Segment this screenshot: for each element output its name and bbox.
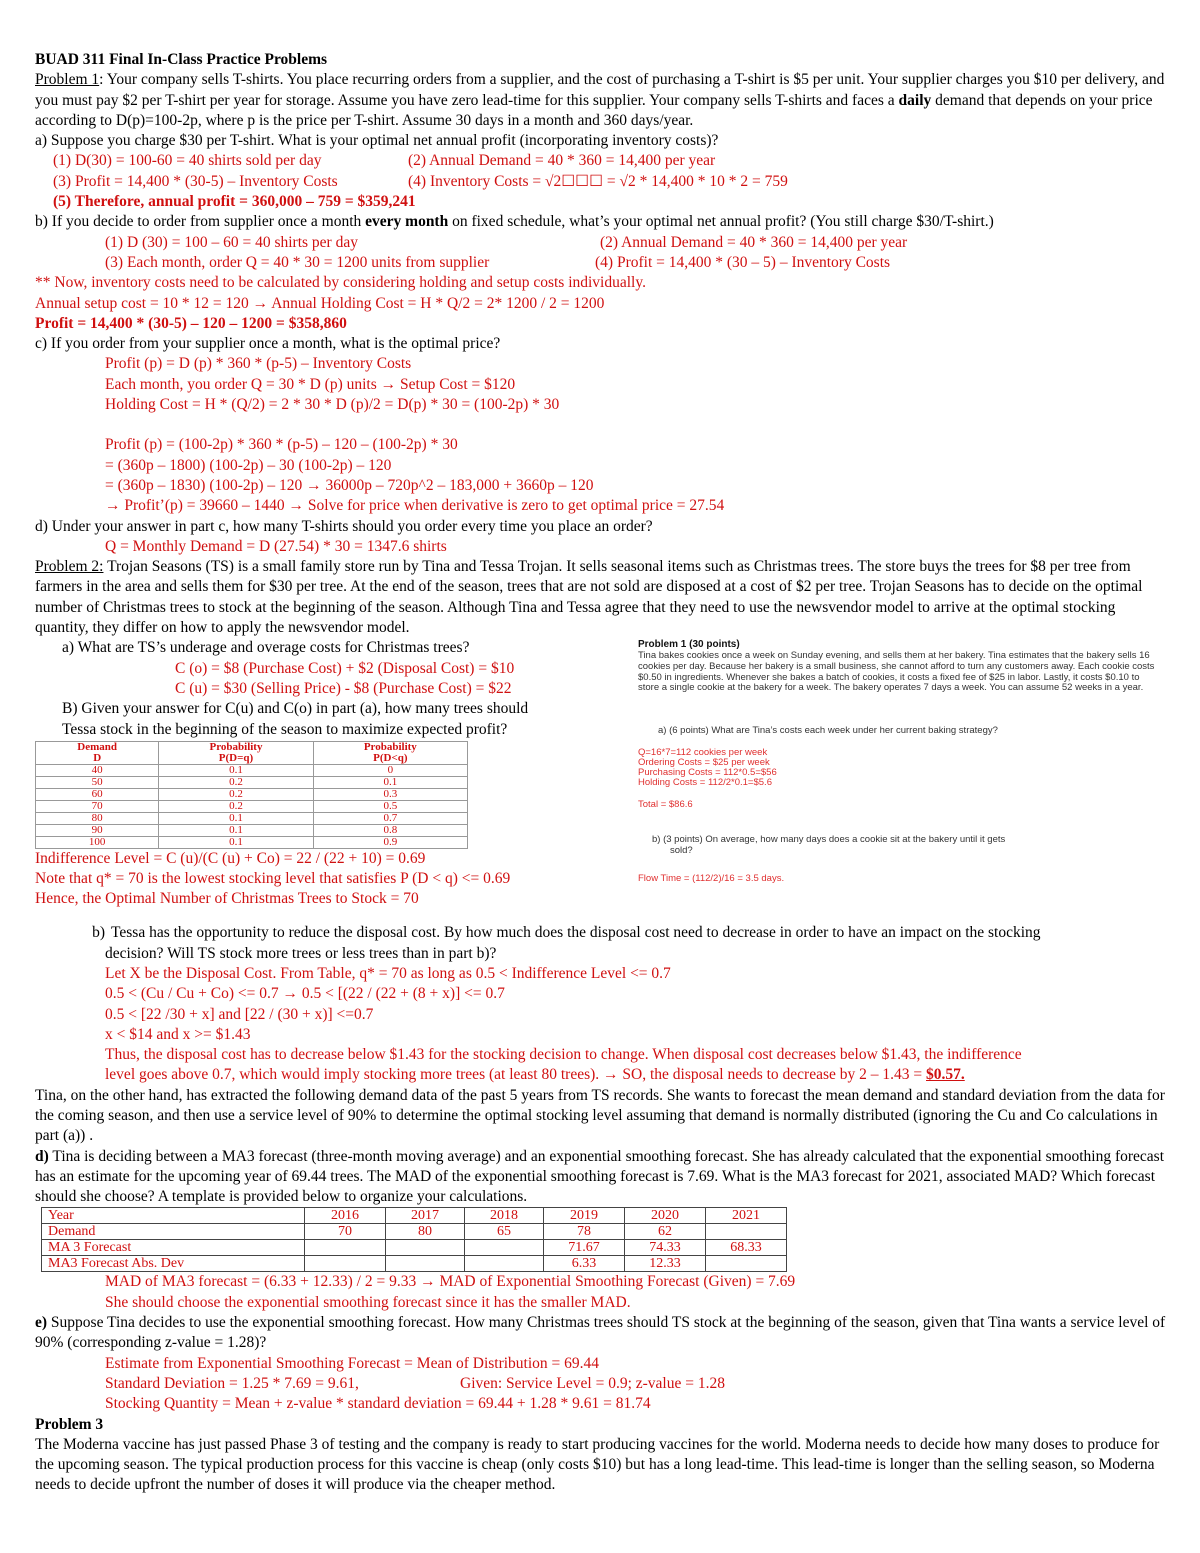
problem-1-heading: Problem 1 [35, 71, 100, 89]
header-prob-eq [159, 741, 313, 764]
table-row [42, 1224, 787, 1240]
p1-b-line1 [35, 233, 1170, 253]
table-cell: 2016 [305, 1208, 386, 1224]
p1-a-line1 [35, 151, 1170, 171]
problem-1-intro [35, 70, 1170, 131]
p2-e2-line [35, 1374, 1170, 1394]
p1-a-line2 [35, 172, 1170, 192]
inset-question-b-line1: b) (3 points) On average, how many days does a cookie sit at the bakery until it gets [652, 834, 1006, 846]
header-demand-label: Demand [77, 740, 118, 753]
table-cell: MA3 Forecast Abs. Dev [42, 1256, 305, 1272]
p2-question-d [35, 1147, 1170, 1208]
p1-question-d: d) Under your answer in part c, how many T-shirts should you order every time you place an order? [35, 517, 653, 535]
table-row [36, 788, 468, 800]
p1-c4: Profit (p) = (100-2p) * 360 * (p-5) – 120 – (100-2p) * 30 [105, 436, 458, 454]
p1-b4: (4) Profit = 14,400 * (30 – 5) – Inventory Costs [595, 253, 891, 271]
inset-b1: Flow Time = (112/2)/16 = 3.5 days. [638, 873, 785, 885]
inset-title: Problem 1 (30 points) [638, 639, 740, 651]
table-row [42, 1240, 787, 1256]
p2-b4: x < $14 and x >= $1.43 [105, 1025, 251, 1043]
table-cell [305, 1256, 386, 1272]
table-cell [706, 1224, 787, 1240]
table-row [36, 812, 468, 824]
table-cell: 70 [36, 800, 159, 812]
table-cell: 62 [625, 1224, 706, 1240]
table-cell: 2019 [544, 1208, 625, 1224]
p1-c1: Profit (p) = D (p) * 360 * (p-5) – Inventory Costs [105, 355, 412, 373]
table-cell: 78 [544, 1224, 625, 1240]
header-prob-eq-symbol: P(D=q) [218, 751, 254, 764]
header-prob-eq-label: Probability [209, 740, 263, 753]
p2-question-b-line2: decision? Will TS stock more trees or less trees than in part b)? [105, 944, 497, 962]
p1-qb-bold: every month [365, 213, 449, 231]
table-cell: 0.1 [159, 764, 313, 776]
document-title: BUAD 311 Final In-Class Practice Problems [35, 51, 328, 68]
p2-e2: Standard Deviation = 1.25 * 7.69 = 9.61, [105, 1374, 359, 1392]
table-cell [465, 1256, 544, 1272]
problem-2-heading: Problem 2: [35, 558, 104, 576]
inset-a5: Total = $86.6 [638, 799, 693, 811]
p2-d2: She should choose the exponential smoothing forecast since it has the smaller MAD. [105, 1293, 631, 1311]
table-cell: 0.5 [313, 800, 467, 812]
table-cell: 40 [36, 764, 159, 776]
table-cell: 0.2 [159, 800, 313, 812]
p2-b3: 0.5 < [22 /30 + x] and [22 / (30 + x)] <=0.7 [105, 1005, 374, 1023]
p1-d1: Q = Monthly Demand = D (27.54) * 30 = 1347.6 shirts [105, 537, 447, 555]
p2-question-B-line1: B) Given your answer for C(u) and C(o) in part (a), how many trees should [62, 700, 529, 718]
table-row [36, 836, 468, 848]
p2-a2: C (u) = $30 (Selling Price) - $8 (Purchase Cost) = $22 [175, 679, 512, 697]
problem-2-left-column [35, 638, 635, 909]
p1-b3: (3) Each month, order Q = 40 * 30 = 1200 units from supplier [105, 253, 490, 271]
ma3-forecast-table [41, 1207, 787, 1272]
table-cell: 0.7 [313, 812, 467, 824]
table-cell: 0.2 [159, 776, 313, 788]
header-prob-lt-label: Probability [363, 740, 417, 753]
inset-text: Tina bakes cookies once a week on Sunday evening, and sells them at her bakery. Tina estimates that the bakery sells 16 cookies per day. Because her bakery is a small business, she cannot afford to turn any customers away. Each cookie costs $0.50 in ingredients. Whenever she bakes a batch of cookies, it costs a fixed fee of $25 in labor. Lastly, it costs $0.10 to store a single cookie at the bakery for a week. The bakery operates 7 days a week. You can assume 52 weeks in a year. [638, 650, 1155, 694]
p1-b-line2 [35, 253, 1170, 273]
table-cell: 71.67 [544, 1240, 625, 1256]
p1-b6: Annual setup cost = 10 * 12 = 120 → Annual Holding Cost = H * Q/2 = 2* 1200 / 2 = 1200 [35, 294, 605, 312]
p1-b2: (2) Annual Demand = 40 * 360 = 14,400 per year [600, 233, 908, 251]
inset-a2: Ordering Costs = $25 per week [638, 757, 770, 769]
p1-question-a: a) Suppose you charge $30 per T-shirt. What is your optimal net annual profit (incorporating inventory costs)? [35, 132, 719, 150]
table-cell: 2017 [386, 1208, 465, 1224]
table-row [36, 776, 468, 788]
table-cell [305, 1240, 386, 1256]
table-cell [465, 1240, 544, 1256]
p2-e2b: Given: Service Level = 0.9; z-value = 1.28 [460, 1374, 725, 1392]
p2-qb-label: b) [92, 924, 105, 942]
table-header-row [36, 741, 468, 764]
p1-question-b [35, 212, 1170, 232]
p1-a2: (2) Annual Demand = 40 * 360 = 14,400 per year [408, 152, 716, 170]
table-cell: 80 [36, 812, 159, 824]
p2-qb1: Tessa has the opportunity to reduce the disposal cost. By how much does the disposal cost need to decrease in order to have an impact on the stocking [111, 924, 1041, 942]
table-row [36, 800, 468, 812]
table-cell: 0.9 [313, 836, 467, 848]
problem-2-text: Trojan Seasons (TS) is a small family store run by Tina and Tessa Trojan. It sells seasonal items such as Christmas trees. The store buys the trees for $8 per tree from farmers in the area and sells them for $30 per tree. At the end of the season, trees that are not sold are disposed at a cost of $2 per tree. Trojan Seasons has to decide on the optimal number of Christmas trees to stock at the beginning of the season. Although Tina and Tessa agree that they need to use the newsvendor model to arrive at the optimal stocking quantity, they differ on how to apply the newsvendor model. [35, 558, 1143, 637]
table-row [36, 824, 468, 836]
inset-question-a: a) (6 points) What are Tina’s costs each week under her current baking strategy? [658, 725, 998, 737]
table-cell: 2021 [706, 1208, 787, 1224]
p2-b2: 0.5 < (Cu / Cu + Co) <= 0.7 → 0.5 < [(22 / (22 + (8 + x)] <= 0.7 [105, 985, 505, 1003]
table-cell: 0.1 [159, 812, 313, 824]
p2-b6 [35, 1065, 1170, 1085]
p1-c2: Each month, you order Q = 30 * D (p) units → Setup Cost = $120 [105, 375, 516, 393]
p2-question-b-line1 [35, 923, 1170, 943]
p1-c6: = (360p – 1830) (100-2p) – 120 → 36000p – 720p^2 – 183,000 + 3660p – 120 [105, 476, 594, 494]
p2-qe-label: e) [35, 1314, 48, 1332]
table-cell: 2020 [625, 1208, 706, 1224]
table-cell: 65 [465, 1224, 544, 1240]
problem-3-text: The Moderna vaccine has just passed Phase 3 of testing and the company is ready to start producing vaccines for the world. Moderna needs to decide how many doses to produce for the upcoming season. The typical production process for this vaccine is cheap (only costs $10) but has a long lead-time. This lead-time is longer than the selling season, so Moderna needs to decide upfront the number of doses it will produce via the cheaper method. [35, 1435, 1160, 1494]
p2-b1: Let X be the Disposal Cost. From Table, q* = 70 as long as 0.5 < Indifference Level <= 0.7 [105, 964, 671, 982]
p2-B3: Hence, the Optimal Number of Christmas Trees to Stock = 70 [35, 890, 419, 908]
table-cell: MA 3 Forecast [42, 1240, 305, 1256]
inset-a4: Holding Costs = 112/2*0.1=$5.6 [638, 777, 772, 789]
table-cell: 6.33 [544, 1256, 625, 1272]
p2-b6-answer: $0.57. [926, 1066, 965, 1084]
table-cell: 60 [36, 788, 159, 800]
p2-question-e [35, 1313, 1170, 1354]
p2-a1: C (o) = $8 (Purchase Cost) + $2 (Disposal Cost) = $10 [175, 659, 515, 677]
table-row [42, 1256, 787, 1272]
table-row [42, 1208, 787, 1224]
p1-b1: (1) D (30) = 100 – 60 = 40 shirts per day [105, 233, 358, 251]
table-cell: 0 [313, 764, 467, 776]
problem-2-intro [35, 557, 1170, 638]
table-cell: 80 [386, 1224, 465, 1240]
p1-a1: (1) D(30) = 100-60 = 40 shirts sold per day [53, 152, 322, 170]
table-cell: 2018 [465, 1208, 544, 1224]
p2-B2: Note that q* = 70 is the lowest stocking level that satisfies P (D < q) <= 0.69 [35, 870, 511, 888]
p2-B1: Indifference Level = C (u)/(C (u) + Co) = 22 / (22 + 10) = 0.69 [35, 849, 426, 867]
table-cell: 0.8 [313, 824, 467, 836]
p2-qd-label: d) [35, 1147, 49, 1165]
header-prob-lt-symbol: P(D<q) [373, 751, 408, 764]
header-demand [36, 741, 159, 764]
p1-b5: ** Now, inventory costs need to be calculated by considering holding and setup costs individually. [35, 274, 646, 292]
p1-a3: (3) Profit = 14,400 * (30-5) – Inventory Costs [53, 172, 338, 190]
table-cell: Demand [42, 1224, 305, 1240]
table-cell: 90 [36, 824, 159, 836]
p2-tina-paragraph: Tina, on the other hand, has extracted the following demand data of the past 5 years from TS records. She wants to forecast the mean demand and standard deviation from the data for the coming season, and then use a service level of 90% to determine the optimal stocking level assuming that demand is normally distributed (ignoring the Cu and Co calculations in part (a)) . [35, 1086, 1165, 1145]
p2-e1: Estimate from Exponential Smoothing Forecast = Mean of Distribution = 69.44 [105, 1354, 600, 1372]
p2-question-a: a) What are TS’s underage and overage costs for Christmas trees? [62, 639, 470, 657]
demand-probability-table [35, 741, 468, 849]
table-cell: 50 [36, 776, 159, 788]
table-cell [706, 1256, 787, 1272]
table-cell: 0.3 [313, 788, 467, 800]
table-cell: 100 [36, 836, 159, 848]
problem-1-text: : Your company sells T-shirts. You place recurring orders from a supplier, and the cost of purchasing a T-shirt is $5 per unit. Your supplier charges you $10 per delivery, and you must pay $2 per T-shirt per year for storage. Assume you have zero lead-time for this supplier. Your company sells T-shirts and faces a [35, 71, 1165, 109]
table-cell [386, 1240, 465, 1256]
p2-question-B-line2: Tessa stock in the beginning of the season to maximize expected profit? [62, 720, 508, 738]
table-cell: 12.33 [625, 1256, 706, 1272]
p1-b7: Profit = 14,400 * (30-5) – 120 – 1200 = $358,860 [35, 314, 347, 332]
document-page [35, 50, 1170, 1496]
p2-qd-text: Tina is deciding between a MA3 forecast (three-month moving average) and an exponential smoothing forecast. She has already calculated that the exponential smoothing forecast has an estimate for the upcoming year of 69.44 trees. The MAD of the exponential smoothing forecast is 7.69. What is the MA3 forecast for 2021, associated MAD? Which forecast should she choose? A template is provided below to organize your calculations. [35, 1147, 1165, 1206]
header-prob-lt [313, 741, 467, 764]
inset-a1: Q=16*7=112 cookies per week [638, 747, 768, 759]
header-demand-symbol: D [93, 751, 102, 764]
p2-b6-text: level goes above 0.7, which would imply stocking more trees (at least 80 trees). → SO, the disposal needs to decrease by 2 – 1.43 = [105, 1066, 927, 1084]
table-cell: 70 [305, 1224, 386, 1240]
p1-a4: (4) Inventory Costs = √2☐☐☐ = √2 * 14,400 * 10 * 2 = 759 [408, 172, 788, 190]
p1-question-c: c) If you order from your supplier once a month, what is the optimal price? [35, 335, 501, 353]
table-cell: 0.2 [159, 788, 313, 800]
p2-b5: Thus, the disposal cost has to decrease below $1.43 for the stocking decision to change. When disposal cost decreases below $1.43, the indifference [105, 1046, 1022, 1064]
inset-a3: Purchasing Costs = 112*0.5=$56 [638, 767, 777, 779]
table-cell: 68.33 [706, 1240, 787, 1256]
table-row [36, 764, 468, 776]
p1-a5: (5) Therefore, annual profit = 360,000 – 759 = $359,241 [53, 193, 416, 211]
table-cell: 0.1 [159, 836, 313, 848]
table-cell: Year [42, 1208, 305, 1224]
inset-question-b-line2: sold? [670, 845, 693, 857]
table-cell: 0.1 [313, 776, 467, 788]
p1-qb-post: on fixed schedule, what’s your optimal net annual profit? (You still charge $30/T-shirt.) [448, 213, 994, 231]
problem-2-split [35, 638, 1170, 923]
p1-c7: → Profit’(p) = 39660 – 1440 → Solve for price when derivative is zero to get optimal price = 27.54 [105, 497, 725, 515]
p1-c5: = (360p – 1800) (100-2p) – 30 (100-2p) – 120 [105, 456, 392, 474]
p1-c3: Holding Cost = H * (Q/2) = 2 * 30 * D (p)/2 = D(p) * 30 = (100-2p) * 30 [105, 396, 560, 414]
p2-e3: Stocking Quantity = Mean + z-value * standard deviation = 69.44 + 1.28 * 9.61 = 81.74 [105, 1395, 651, 1413]
problem-1-bold: daily [898, 91, 932, 109]
table-cell [386, 1256, 465, 1272]
table-cell: 0.1 [159, 824, 313, 836]
p2-d1: MAD of MA3 forecast = (6.33 + 12.33) / 2 = 9.33 → MAD of Exponential Smoothing Forecast (Given) = 7.69 [105, 1273, 796, 1291]
p1-qb-pre: b) If you decide to order from supplier once a month [35, 213, 366, 231]
problem-1-text-end: demand that depends on your price according to D(p)=100-2p, where p is the price per T-shirt. Assume 30 days in a month and 360 days/year. [35, 91, 1153, 129]
p2-qe-text: Suppose Tina decides to use the exponential smoothing forecast. How many Christmas trees should TS stock at the beginning of the season, given that Tina wants a service level of 90% (corresponding z-value = 1.28)? [35, 1314, 1166, 1352]
table-cell: 74.33 [625, 1240, 706, 1256]
inset-problem-image [638, 640, 1163, 892]
problem-3-heading: Problem 3 [35, 1415, 104, 1433]
